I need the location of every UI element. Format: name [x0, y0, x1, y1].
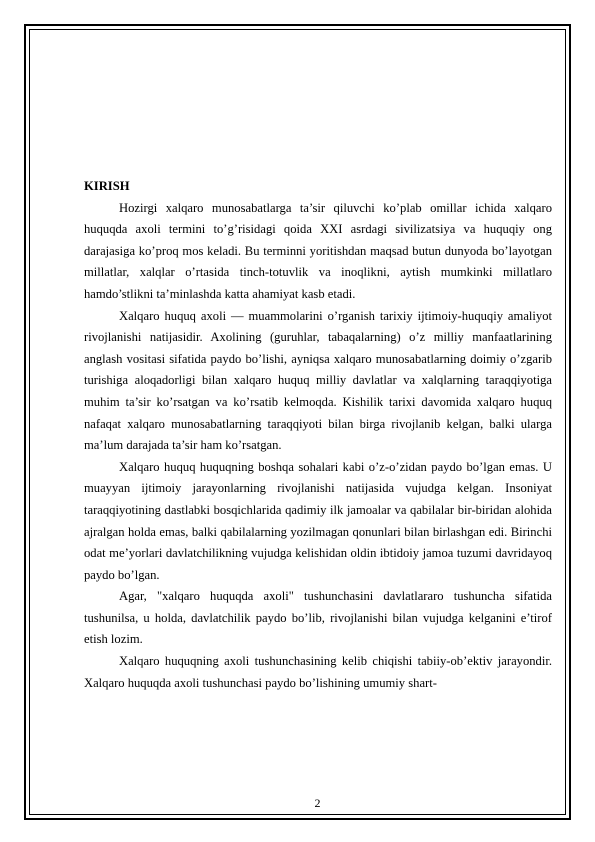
- section-heading: KIRISH: [84, 179, 130, 193]
- page-number: 2: [314, 796, 321, 810]
- paragraph-5: Xalqaro huquqning axoli tushunchasining kelib chiqishi tabiiy-ob’ektiv jarayondir. Xalqaro huquqda axoli tushunchasi paydo bo’lishining umumiy shart-: [84, 654, 552, 690]
- paragraph-4: Agar, "xalqaro huquqda axoli" tushunchasini davlatlararo tushuncha sifatida tushunilsa, u holda, davlatchilik paydo bo’lib, rivojlanishi bilan vujudga kelganini e’tirof etish lozim.: [84, 589, 552, 647]
- paragraph-1: Hozirgi xalqaro munosabatlarga ta’sir qiluvchi ko’plab omillar ichida xalqaro huquqda axoli termini to’g’risidagi qoida XXI asrdagi sivilizatsiya va huquqiy ong darajasiga ko’proq mos keladi. Bu terminni yoritishdan maqsad butun dunyoda bo’layotgan millatlar, xalqlar o’rtasida tinch-totuvlik va inoqlikni, aytish mumkinki millatlaro hamdo’stlikni ta’minlashda katta ahamiyat kasb etadi.: [84, 200, 552, 301]
- paragraph-2: Xalqaro huquq axoli — muammolarini o’rganish tarixiy ijtimoiy-huquqiy amaliyot rivojlanishi natijasidir. Axolining (guruhlar, tabaqalarning) o’z milliy manfaatlarining anglash vositasi sifatida paydo bo’lishi, ayniqsa xalqaro munosabatlarning doimiy o’zgarib turishiga aloqadorligi bilan xalqaro huquq milliy davlatlar va xalqlarning taraqqiyotiga muhim ta’sir ko’rsatgan va ko’rsatib kelmoqda. Kishilik tarixi davomida xalqaro huquq nafaqat xalqaro munosabatlarning taraqqiyoti bilan birga rivojlanib kelgan, balki ularga ma’lum darajada ta’sir ham ko’rsatgan.: [84, 308, 552, 453]
- document-body: [84, 176, 552, 694]
- paragraph-3: Xalqaro huquq huquqning boshqa sohalari kabi o’z-o’zidan paydo bo’lgan emas. U muayyan ijtimoiy jarayonlarning rivojlanishi natijasida vujudga kelgan. Insoniyat taraqqiyotining dastlabki bosqichlarida qadimiy ilk jamoalar va qabilalar bir-biridan alohida ajralgan holda emas, balki qabilalarning yozilmagan qonunlari bilan birlashgan edi. Birinchi odat me’yorlari davlatchilikning vujudga kelishidan oldin ibtidoiy jamoa tuzumi davridayoq paydo bo’lgan.: [84, 459, 552, 582]
